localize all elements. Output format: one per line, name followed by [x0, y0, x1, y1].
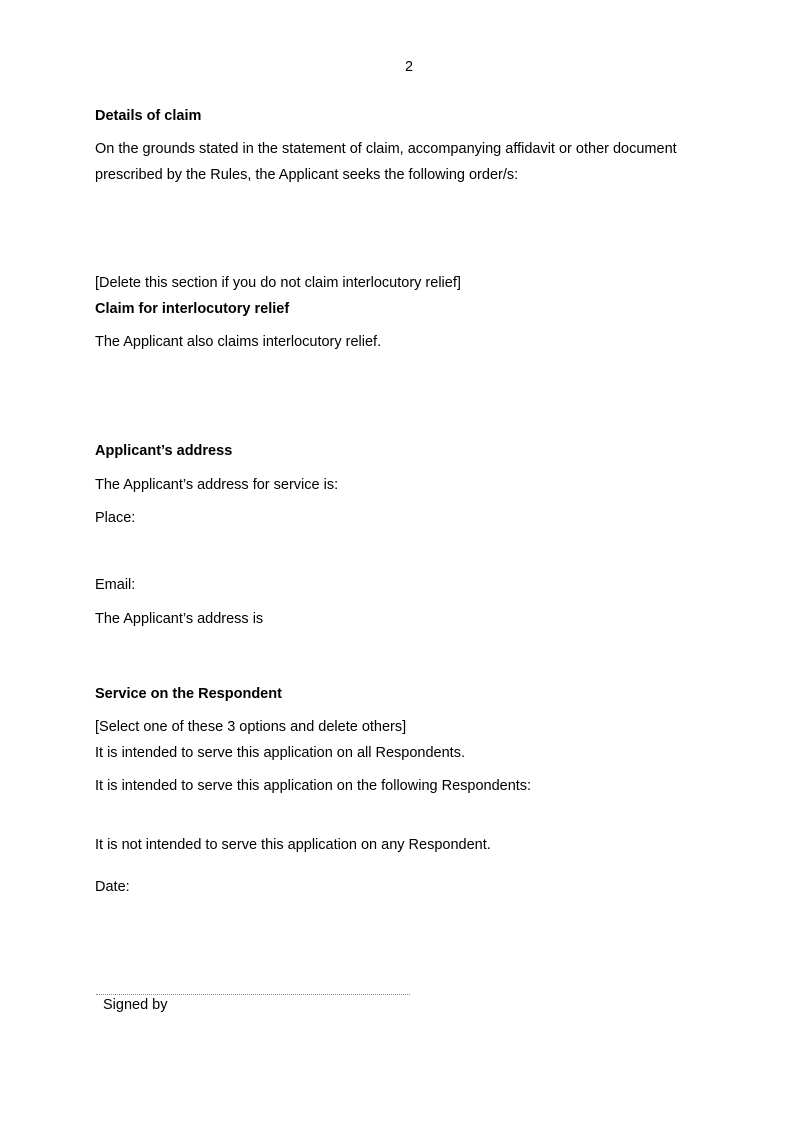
signature-line [96, 994, 410, 995]
page-number: 2 [404, 59, 414, 75]
applicant-address-heading: Applicant’s address [95, 443, 233, 459]
interlocutory-instruction: [Delete this section if you do not claim interlocutory relief] [95, 275, 461, 291]
service-option-none: It is not intended to serve this application on any Respondent. [95, 837, 491, 853]
service-instruction: [Select one of these 3 options and delete others] [95, 719, 407, 735]
interlocutory-text: The Applicant also claims interlocutory relief. [95, 334, 382, 350]
service-option-following: It is intended to serve this application on the following Respondents: [95, 778, 532, 794]
email-label: Email: [95, 577, 136, 593]
service-heading: Service on the Respondent [95, 686, 282, 702]
place-label: Place: [95, 510, 136, 526]
date-label: Date: [95, 879, 130, 895]
signed-by-label: Signed by [103, 997, 168, 1013]
applicant-address-line: The Applicant’s address is [95, 611, 264, 627]
details-of-claim-paragraph: On the grounds stated in the statement of claim, accompanying affidavit or other document prescribed by the Rules, the Applicant seeks the following order/s: [95, 141, 677, 183]
address-for-service-line: The Applicant’s address for service is: [95, 477, 339, 493]
details-of-claim-heading: Details of claim [95, 108, 202, 124]
service-option-all: It is intended to serve this application on all Respondents. [95, 745, 465, 761]
interlocutory-heading: Claim for interlocutory relief [95, 301, 290, 317]
